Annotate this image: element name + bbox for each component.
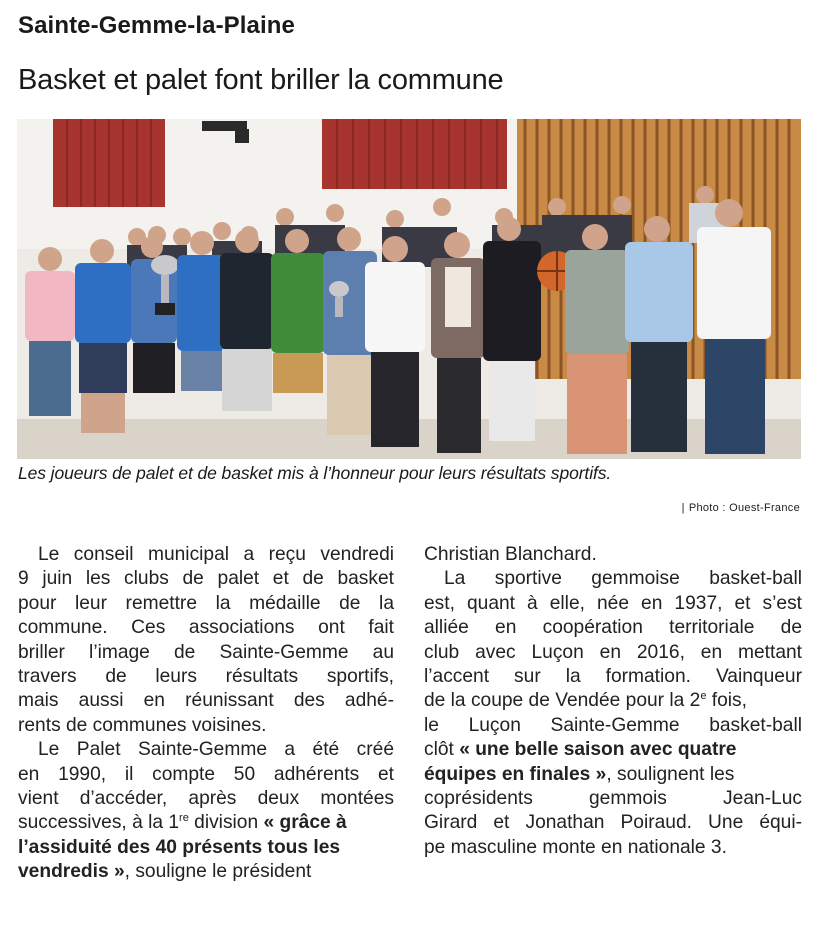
body-line: Girard et Jonathan Poiraud. Une équi- — [424, 812, 802, 834]
credit-label: Photo : Ouest-France — [688, 502, 800, 514]
photo-credit — [682, 502, 800, 514]
body-line: Le conseil municipal a reçu vendredi — [38, 544, 394, 565]
body-line: est, quant à elle, née en 1937, et s’est — [424, 592, 802, 614]
body-line: club avec Luçon en 2016, en mettant — [424, 641, 802, 663]
body-line: équipes en finales », soulignent les — [424, 763, 735, 785]
article-headline: Basket et palet font briller la commune — [18, 64, 504, 96]
body-line: le Luçon Sainte-Gemme basket-ball — [424, 714, 802, 736]
body-line: pour leur remettre la médaille de la — [18, 592, 394, 614]
body-line: Le Palet Sainte-Gemme a été créé — [38, 739, 394, 761]
article-body-left-column — [18, 543, 394, 885]
red-blind-right — [322, 119, 507, 189]
body-line: pe masculine monte en nationale 3. — [424, 836, 727, 858]
body-line: de la coupe de Vendée pour la 2e fois, — [424, 690, 747, 712]
body-line: rents de communes voisines. — [18, 714, 267, 736]
article-body-right-column — [424, 543, 802, 860]
body-line: La sportive gemmoise basket-ball — [444, 568, 802, 590]
locality-heading: Sainte-Gemme-la-Plaine — [18, 12, 295, 39]
body-line: en 1990, il compte 50 adhérents et — [18, 763, 394, 785]
body-line: 9 juin les clubs de palet et de basket — [18, 568, 394, 590]
body-line: clôt « une belle saison avec quatre — [424, 739, 737, 761]
body-line: briller l’image de Sainte-Gemme au — [18, 641, 394, 663]
body-line: coprésidents gemmois Jean-Luc — [424, 788, 802, 810]
article-photo — [17, 119, 801, 459]
photo-caption: Les joueurs de palet et de basket mis à l’honneur pour leurs résultats sportifs. — [18, 463, 612, 483]
group-photo-illustration — [17, 119, 801, 459]
body-line: l’accent sur la formation. Vainqueur — [424, 666, 802, 688]
body-line: commune. Ces associations ont fait — [18, 617, 394, 639]
body-line: successives, à la 1re division « grâce à — [18, 812, 347, 834]
credit-bar: | — [681, 502, 685, 514]
body-line: alliée en coopération territoriale de — [424, 617, 802, 639]
body-line: vendredis », souligne le président — [18, 861, 312, 883]
body-line: travers de leurs résultats sportifs, — [18, 666, 394, 688]
body-line: Christian Blanchard. — [424, 544, 597, 565]
body-line: l’assiduité des 40 présents tous les — [18, 836, 341, 858]
body-line: mais aussi en réunissant des adhé- — [18, 690, 394, 712]
body-line: vient d’accéder, après deux montées — [18, 788, 394, 810]
